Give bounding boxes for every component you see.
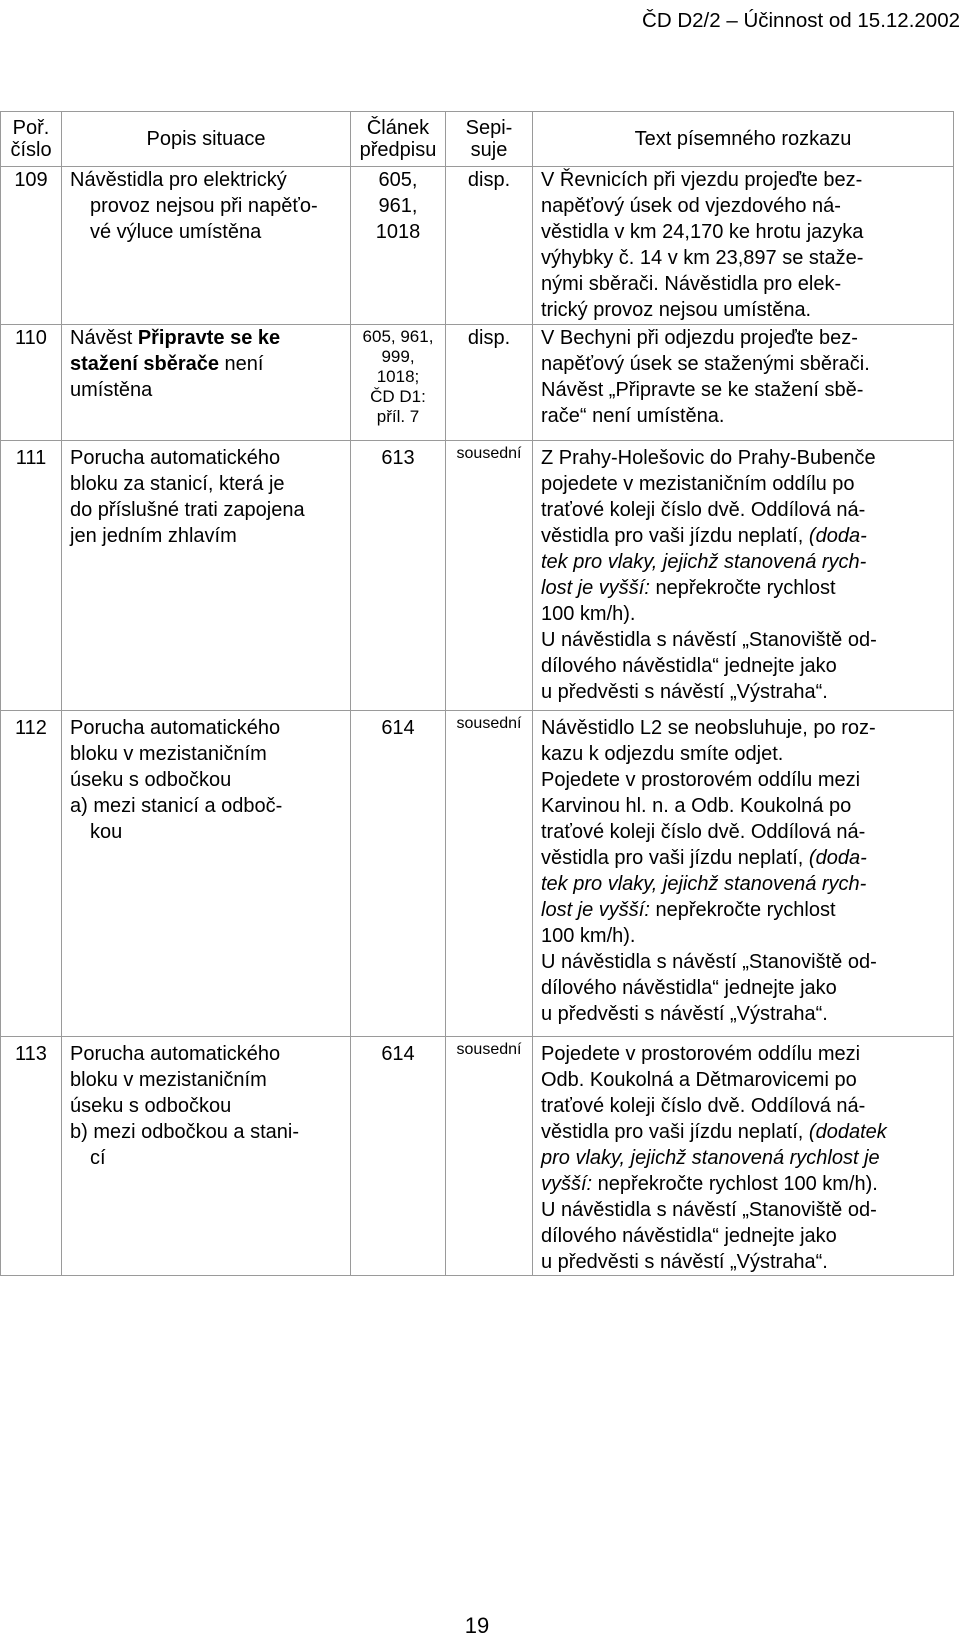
table-row — [1, 167, 954, 325]
desc-line: úseku s odbočkou — [70, 769, 232, 791]
row-number: 113 — [1, 1037, 62, 1276]
text-italic-segment: lost je vyšší: — [541, 577, 650, 599]
text-line: u předvěsti s návěstí „Výstraha“. — [541, 1003, 828, 1025]
row-signer: sousední — [446, 711, 533, 1037]
text-line: věstidla v km 24,170 ke hrotu jazyka — [541, 221, 864, 243]
desc-text: Návěst — [70, 327, 138, 349]
text-italic-segment: lost je vyšší: — [541, 899, 650, 921]
row-description — [62, 167, 351, 325]
text-segment: věstidla pro vaši jízdu neplatí, — [541, 847, 809, 869]
row-description — [62, 441, 351, 711]
desc-line: Porucha automatického — [70, 717, 281, 739]
text-line: výhybky č. 14 v km 23,897 se staže- — [541, 247, 864, 269]
row-order-text — [533, 441, 954, 711]
text-line: U návěstidla s návěstí „Stanoviště od- — [541, 1199, 877, 1221]
article-line: 605, 961, — [362, 327, 434, 346]
table-row — [1, 441, 954, 711]
text-line: traťové koleji číslo dvě. Oddílová ná- — [541, 821, 866, 843]
text-segment: nepřekročte rychlost — [649, 577, 836, 599]
desc-line: provoz nejsou při napěťo- — [90, 195, 318, 217]
text-line: u předvěsti s návěstí „Výstraha“. — [541, 681, 828, 703]
text-line: 100 km/h). — [541, 925, 636, 947]
text-italic-segment: (doda- — [808, 847, 867, 869]
table-row — [1, 325, 954, 441]
row-order-text — [533, 167, 954, 325]
row-order-text — [533, 1037, 954, 1276]
col-header-number-line2: číslo — [10, 139, 52, 161]
desc-line: vé výluce umístěna — [90, 221, 262, 243]
text-line: traťové koleji číslo dvě. Oddílová ná- — [541, 1095, 866, 1117]
desc-line: do příslušné trati zapojena — [70, 499, 305, 521]
text-line: Karvinou hl. n. a Odb. Koukolná po — [541, 795, 852, 817]
row-order-text — [533, 711, 954, 1037]
desc-line: Porucha automatického — [70, 447, 281, 469]
row-article — [351, 167, 446, 325]
desc-line: bloku v mezistaničním — [70, 1069, 267, 1091]
table-header-row — [1, 112, 954, 167]
text-line: Pojedete v prostorovém oddílu mezi — [541, 769, 861, 791]
text-segment: věstidla pro vaši jízdu neplatí, — [541, 525, 809, 547]
text-line: traťové koleji číslo dvě. Oddílová ná- — [541, 499, 866, 521]
text-line: u předvěsti s návěstí „Výstraha“. — [541, 1251, 828, 1273]
row-number: 109 — [1, 167, 62, 325]
col-header-description: Popis situace — [62, 112, 351, 167]
col-header-article — [351, 112, 446, 167]
text-line: dílového návěstidla“ jednejte jako — [541, 1225, 837, 1247]
text-line: napěťový úsek od vjezdového ná- — [541, 195, 841, 217]
row-signer: disp. — [446, 325, 533, 441]
row-article: 614 — [351, 711, 446, 1037]
text-line: napěťový úsek se staženými sběrači. — [541, 353, 870, 375]
col-header-number-line1: Poř. — [12, 117, 50, 139]
text-line: Návěstidlo L2 se neobsluhuje, po roz- — [541, 717, 876, 739]
text-line: rače“ není umístěna. — [541, 405, 725, 427]
document-header: ČD D2/2 – Účinnost od 15.12.2002 — [642, 9, 960, 32]
page-number: 19 — [464, 1613, 490, 1638]
text-italic-segment: (doda- — [808, 525, 867, 547]
col-header-article-line1: Článek — [366, 117, 430, 139]
text-segment: nepřekročte rychlost 100 km/h). — [592, 1173, 878, 1195]
row-description — [62, 325, 351, 441]
row-signer: disp. — [446, 167, 533, 325]
text-line: kazu k odjezdu smíte odjet. — [541, 743, 784, 765]
article-line: 999, — [381, 347, 415, 366]
row-number: 112 — [1, 711, 62, 1037]
table-row — [1, 711, 954, 1037]
article-line: ČD D1: — [370, 387, 426, 406]
desc-line: umístěna — [70, 379, 153, 401]
desc-line: bloku v mezistaničním — [70, 743, 267, 765]
text-line: Pojedete v prostorovém oddílu mezi — [541, 1043, 861, 1065]
text-italic-segment: vyšší: — [541, 1173, 593, 1195]
col-header-number — [1, 112, 62, 167]
desc-line: Porucha automatického — [70, 1043, 281, 1065]
text-line: trický provoz nejsou umístěna. — [541, 299, 812, 321]
article-line: 1018; — [376, 367, 420, 386]
orders-table — [0, 111, 954, 1276]
row-description — [62, 1037, 351, 1276]
col-header-signer — [446, 112, 533, 167]
col-header-signer-line1: Sepi- — [465, 117, 513, 139]
row-article — [351, 325, 446, 441]
text-italic-line: tek pro vlaky, jejichž stanovená rych- — [541, 873, 867, 895]
text-line: V Bechyni při odjezdu projeďte bez- — [541, 327, 858, 349]
text-line: U návěstidla s návěstí „Stanoviště od- — [541, 951, 877, 973]
col-header-signer-line2: suje — [470, 139, 508, 161]
article-line: 1018 — [375, 221, 421, 243]
col-header-order-text: Text písemného rozkazu — [533, 112, 954, 167]
text-line: Odb. Koukolná a Dětmarovicemi po — [541, 1069, 857, 1091]
desc-line: kou — [90, 821, 123, 843]
desc-line: b) mezi odbočkou a stani- — [70, 1121, 300, 1143]
text-line: U návěstidla s návěstí „Stanoviště od- — [541, 629, 877, 651]
text-line: 100 km/h). — [541, 603, 636, 625]
col-header-article-line2: předpisu — [359, 139, 437, 161]
article-line: 961, — [378, 195, 418, 217]
desc-line: úseku s odbočkou — [70, 1095, 232, 1117]
article-line: 605, — [378, 169, 418, 191]
table-row — [1, 1037, 954, 1276]
desc-line: Návěstidla pro elektrický — [70, 169, 287, 191]
row-article: 614 — [351, 1037, 446, 1276]
text-segment: věstidla pro vaši jízdu neplatí, — [541, 1121, 809, 1143]
text-segment: nepřekročte rychlost — [649, 899, 836, 921]
desc-text: není — [218, 353, 264, 375]
text-line: pojedete v mezistaničním oddílu po — [541, 473, 855, 495]
desc-line: bloku za stanicí, která je — [70, 473, 285, 495]
text-italic-line: pro vlaky, jejichž stanovená rychlost je — [541, 1147, 880, 1169]
desc-line: cí — [90, 1147, 106, 1169]
desc-line: jen jedním zhlavím — [70, 525, 237, 547]
row-number: 111 — [1, 441, 62, 711]
article-line: příl. 7 — [376, 407, 420, 426]
text-italic-line: tek pro vlaky, jejichž stanovená rych- — [541, 551, 867, 573]
row-order-text — [533, 325, 954, 441]
row-number: 110 — [1, 325, 62, 441]
text-line: V Řevnicích při vjezdu projeďte bez- — [541, 169, 863, 191]
row-signer: sousední — [446, 1037, 533, 1276]
row-article: 613 — [351, 441, 446, 711]
text-italic-segment: (dodatek — [808, 1121, 887, 1143]
desc-line: a) mezi stanicí a odboč- — [70, 795, 283, 817]
text-line: dílového návěstidla“ jednejte jako — [541, 977, 837, 999]
row-signer: sousední — [446, 441, 533, 711]
text-line: Z Prahy-Holešovic do Prahy-Bubenče — [541, 447, 876, 469]
text-line: dílového návěstidla“ jednejte jako — [541, 655, 837, 677]
desc-bold-text: stažení sběrače — [70, 353, 219, 375]
text-line: nými sběrači. Návěstidla pro elek- — [541, 273, 842, 295]
text-line: Návěst „Připravte se ke stažení sbě- — [541, 379, 864, 401]
row-description — [62, 711, 351, 1037]
desc-bold-text: Připravte se ke — [137, 327, 281, 349]
